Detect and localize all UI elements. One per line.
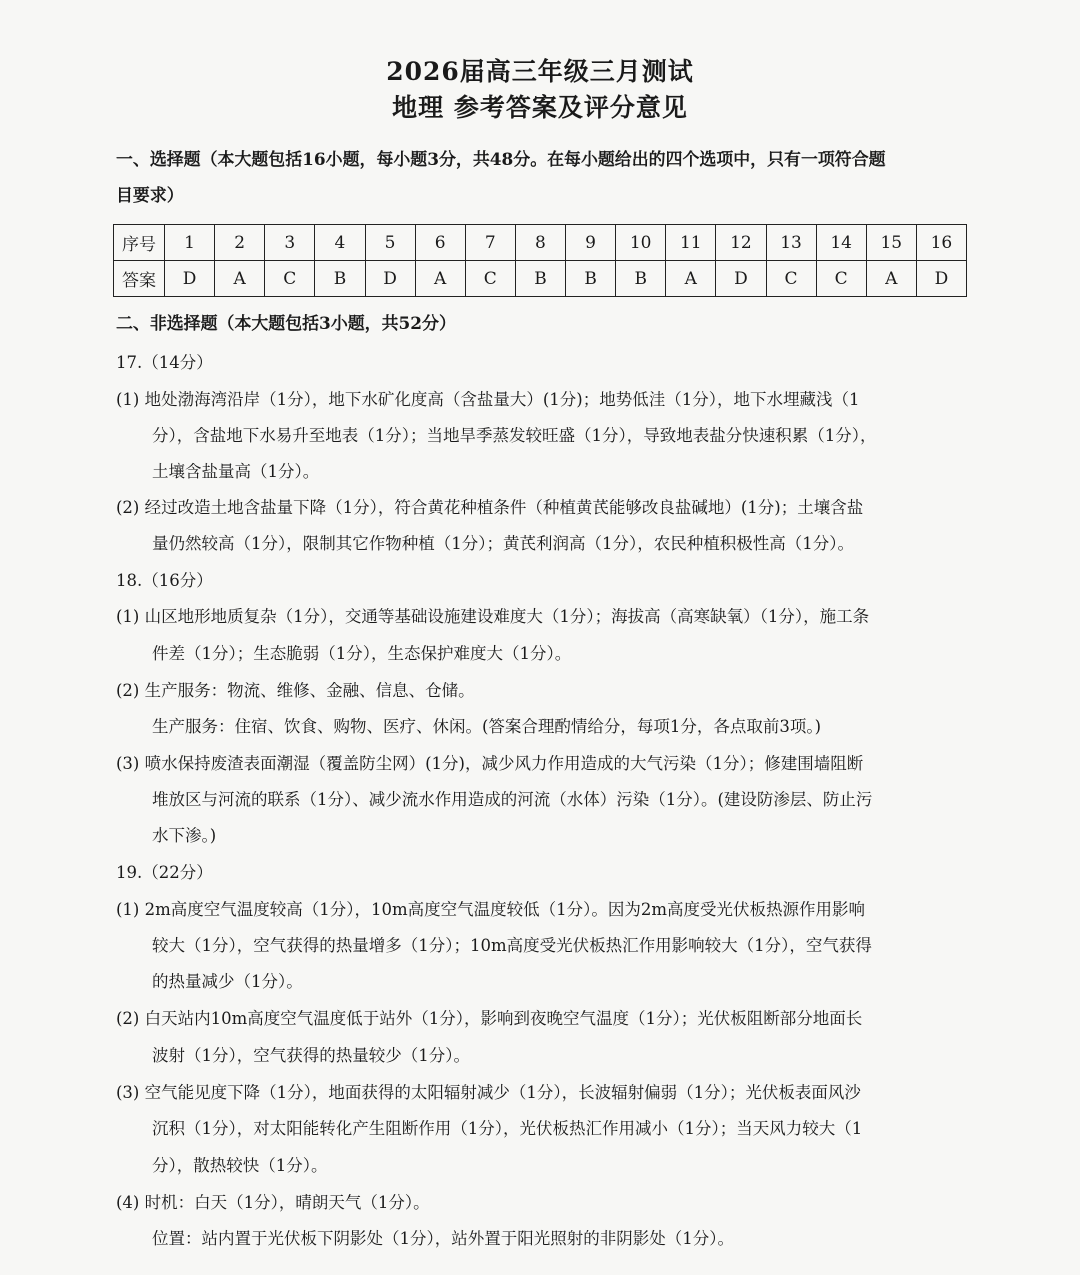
- answer-cell: A: [215, 261, 265, 297]
- answer-cell: C: [465, 261, 515, 297]
- number-row: [114, 225, 967, 261]
- answer-line: (2) 经过改造土地含盐量下降（1分），符合黄花种植条件（种植黄芪能够改良盐碱地）(1分)；土壤含盐: [116, 498, 864, 517]
- answer-line: 的热量减少（1分）。: [152, 972, 303, 991]
- answer-line: 沉积（1分），对太阳能转化产生阻断作用（1分），光伏板热汇作用减小（1分）；当天风力较大（1: [152, 1119, 863, 1138]
- answer-line: 较大（1分），空气获得的热量增多（1分）；10m高度受光伏板热汇作用影响较大（1分），空气获得: [152, 936, 872, 955]
- answer-cell: B: [616, 261, 666, 297]
- answer-line: 生产服务：住宿、饮食、购物、医疗、休闲。(答案合理酌情给分，每项1分，各点取前3项。): [152, 717, 822, 736]
- answer-cell: C: [265, 261, 315, 297]
- answer-cell: A: [415, 261, 465, 297]
- question-number: 5: [365, 225, 415, 261]
- answer-cell: D: [165, 261, 215, 297]
- question-number: 15: [866, 225, 916, 261]
- answer-cell: D: [365, 261, 415, 297]
- section1-heading-cont: 目要求）: [116, 186, 184, 206]
- answer-cell: B: [515, 261, 565, 297]
- answer-cell: D: [916, 261, 966, 297]
- answer-line: 分），含盐地下水易升至地表（1分）；当地旱季蒸发较旺盛（1分），导致地表盐分快速积累（1分），: [152, 426, 877, 445]
- answer-line: 土壤含盐量高（1分）。: [152, 462, 320, 481]
- answer-line: (3) 空气能见度下降（1分），地面获得的太阳辐射减少（1分），长波辐射偏弱（1分）；光伏板表面风沙: [116, 1083, 861, 1102]
- question-19-header: 19.（22分）: [116, 863, 213, 882]
- answer-line: (2) 白天站内10m高度空气温度低于站外（1分），影响到夜晚空气温度（1分）；光伏板阻断部分地面长: [116, 1009, 863, 1028]
- row-header-number: 序号: [114, 225, 165, 261]
- question-number: 16: [916, 225, 966, 261]
- page-subtitle: 地理 参考答案及评分意见: [392, 93, 688, 122]
- answer-line: (1) 山区地形地质复杂（1分），交通等基础设施建设难度大（1分）；海拔高（高寒缺氧）（1分），施工条: [116, 607, 870, 626]
- answer-cell: C: [816, 261, 866, 297]
- answer-row: [114, 261, 967, 297]
- section2-heading: 二、非选择题（本大题包括3小题，共52分）: [116, 314, 456, 334]
- answer-line: 量仍然较高（1分），限制其它作物种植（1分）；黄芪利润高（1分），农民种植积极性高（1分）。: [152, 534, 854, 553]
- answer-table: [113, 224, 967, 297]
- answer-line: (1) 2m高度空气温度较高（1分），10m高度空气温度较低（1分）。因为2m高度受光伏板热源作用影响: [116, 900, 866, 919]
- page-title: 2026届高三年级三月测试: [386, 57, 694, 86]
- answer-line: 堆放区与河流的联系（1分）、减少流水作用造成的河流（水体）污染（1分）。(建设防渗层、防止污: [152, 790, 873, 809]
- answer-cell: D: [716, 261, 766, 297]
- row-header-answer: 答案: [114, 261, 165, 297]
- answer-cell: A: [866, 261, 916, 297]
- question-number: 8: [515, 225, 565, 261]
- question-number: 2: [215, 225, 265, 261]
- answer-line: (1) 地处渤海湾沿岸（1分），地下水矿化度高（含盐量大）(1分)；地势低洼（1分），地下水埋藏浅（1: [116, 390, 860, 409]
- answer-line: 分），散热较快（1分）。: [152, 1156, 328, 1175]
- question-17-header: 17.（14分）: [116, 353, 213, 372]
- question-number: 12: [716, 225, 766, 261]
- question-number: 9: [566, 225, 616, 261]
- answer-line: 位置：站内置于光伏板下阴影处（1分），站外置于阳光照射的非阴影处（1分）。: [152, 1229, 734, 1248]
- answer-line: 件差（1分）；生态脆弱（1分），生态保护难度大（1分）。: [152, 644, 572, 663]
- answer-line: 水下渗。): [152, 826, 217, 845]
- question-number: 3: [265, 225, 315, 261]
- answer-line: 波射（1分），空气获得的热量较少（1分）。: [152, 1046, 470, 1065]
- answer-line: (2) 生产服务：物流、维修、金融、信息、仓储。: [116, 681, 475, 700]
- answer-cell: C: [766, 261, 816, 297]
- question-number: 4: [315, 225, 365, 261]
- question-number: 7: [465, 225, 515, 261]
- answer-line: (3) 喷水保持废渣表面潮湿（覆盖防尘网）(1分)，减少风力作用造成的大气污染（1分）；修建围墙阻断: [116, 754, 864, 773]
- answer-line: (4) 时机：白天（1分），晴朗天气（1分）。: [116, 1193, 430, 1212]
- question-number: 1: [165, 225, 215, 261]
- section1-heading: 一、选择题（本大题包括16小题，每小题3分，共48分。在每小题给出的四个选项中，只有一项符合题: [116, 150, 886, 170]
- answer-cell: B: [315, 261, 365, 297]
- question-number: 11: [666, 225, 716, 261]
- question-number: 10: [616, 225, 666, 261]
- question-number: 6: [415, 225, 465, 261]
- answer-cell: A: [666, 261, 716, 297]
- answer-cell: B: [566, 261, 616, 297]
- question-number: 13: [766, 225, 816, 261]
- question-number: 14: [816, 225, 866, 261]
- question-18-header: 18.（16分）: [116, 571, 213, 590]
